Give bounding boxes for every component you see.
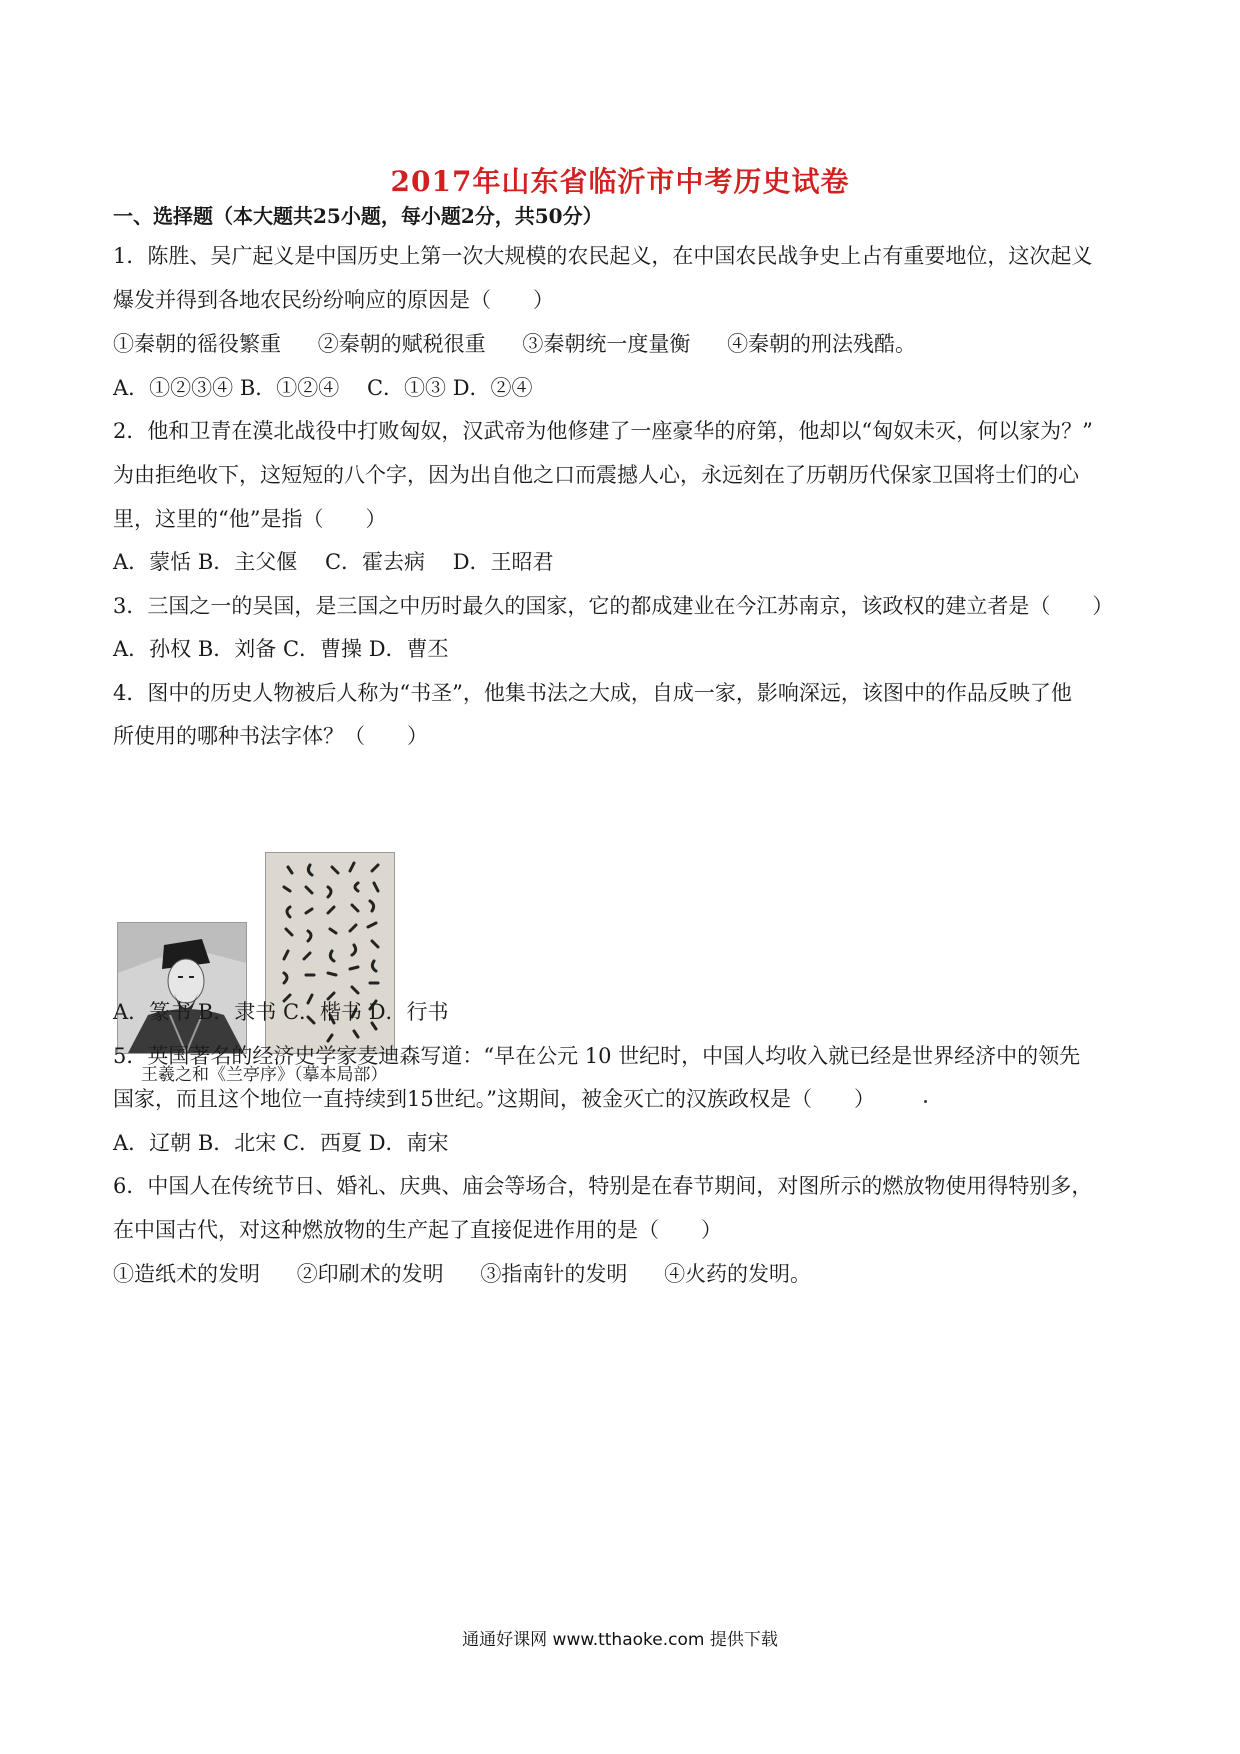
q6-item-4: ④火药的发明。 [664, 1262, 812, 1286]
q3-options: A．孙权 B．刘备 C．曹操 D．曹丕 [113, 637, 449, 661]
q4-options: A．篆书 B．隶书 C．楷书 D．行书 [113, 1000, 449, 1024]
page-footer: 通通好课网 www.tthaoke.com 提供下载 [462, 1630, 778, 1650]
q6-item-2: ②印刷术的发明 [296, 1262, 444, 1286]
q6-line-2: 在中国古代，对这种燃放物的生产起了直接促进作用的是（ ） [113, 1218, 722, 1242]
q6-line-1: 6．中国人在传统节日、婚礼、庆典、庙会等场合，特别是在春节期间，对图所示的燃放物使用得特别多， [113, 1174, 1093, 1198]
wang-xizhi-portrait-image [117, 922, 247, 1054]
q5-options: A．辽朝 B．北宋 C．西夏 D．南宋 [113, 1131, 449, 1155]
q5-line-2: 国家，而且这个地位一直持续到15世纪。”这期间，被金灭亡的汉族政权是（ ） [113, 1087, 875, 1111]
q1-options: A．①②③④ B．①②④ C．①③ D．②④ [113, 376, 533, 400]
q1-line-2: 爆发并得到各地农民纷纷响应的原因是（ ） [113, 288, 554, 312]
q6-item-3: ③指南针的发明 [480, 1262, 628, 1286]
section-heading: 一、选择题（本大题共25小题，每小题2分，共50分） [113, 204, 603, 228]
q6-item-1: ①造纸术的发明 [113, 1262, 260, 1286]
q4-line-2: 所使用的哪种书法字体？（ ） [113, 724, 428, 748]
q3-line-1: 3．三国之一的吴国，是三国之中历时最久的国家，它的都成建业在今江苏南京，该政权的建立者是（ ） [113, 594, 1114, 618]
q2-line-1: 2．他和卫青在漠北战役中打败匈奴，汉武帝为他修建了一座豪华的府第，他却以“匈奴未灭，何以家为？” [113, 419, 1093, 443]
portrait-drawing [118, 923, 246, 1053]
q2-line-2: 为由拒绝收下，这短短的八个字，因为出自他之口而震撼人心，永远刻在了历朝历代保家卫国将士们的心 [113, 463, 1079, 487]
scan-speck [924, 1100, 927, 1103]
q1-item-4: ④秦朝的刑法残酷。 [727, 332, 917, 356]
q2-options: A．蒙恬 B．主父偃 C．霍去病 D．王昭君 [113, 550, 554, 574]
q5-line-1: 5．英国著名的经济史学家麦迪森写道：“早在公元 10 世纪时，中国人均收入就已经是世界经济中的领先 [113, 1044, 1081, 1068]
q1-item-3: ③秦朝统一度量衡 [522, 332, 691, 356]
q2-line-3: 里，这里的“他”是指（ ） [113, 507, 387, 531]
q1-item-1: ①秦朝的徭役繁重 [113, 332, 281, 356]
q1-line-1: 1．陈胜、吴广起义是中国历史上第一次大规模的农民起义，在中国农民战争史上占有重要地位，这次起义 [113, 244, 1093, 268]
figure-caption: 王羲之和《兰亭序》（摹本局部） [141, 1065, 388, 1085]
page-title: 2017年山东省临沂市中考历史试卷 [390, 165, 850, 198]
q1-item-2: ②秦朝的赋税很重 [317, 332, 486, 356]
q6-items [113, 1260, 811, 1288]
q1-items [113, 330, 916, 358]
q4-line-1: 4．图中的历史人物被后人称为“书圣”，他集书法之大成，自成一家，影响深远，该图中的作品反映了他 [113, 681, 1072, 705]
